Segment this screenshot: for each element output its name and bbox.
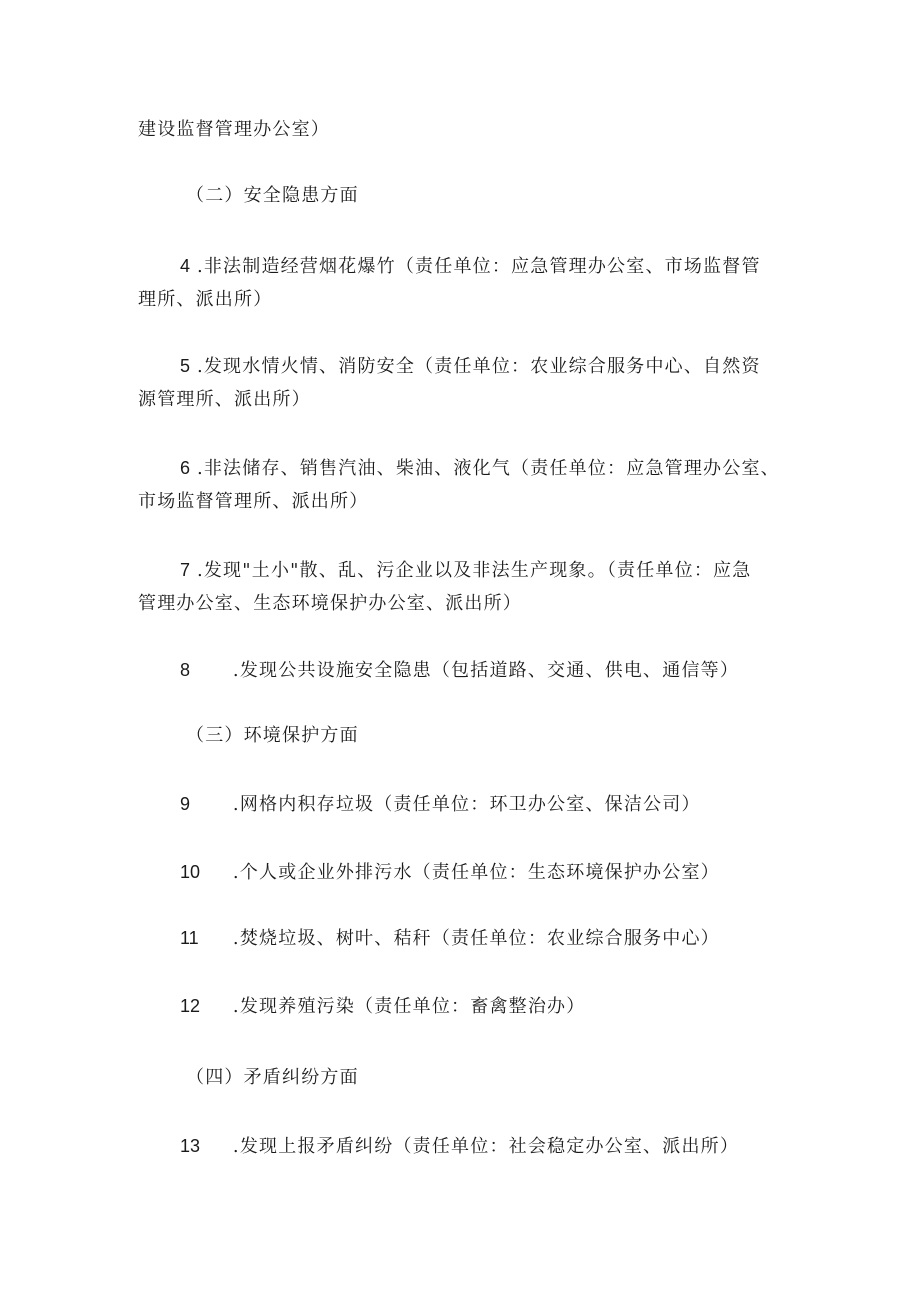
list-item-7 [180,558,751,583]
item-text: .发现"土小"散、乱、污企业以及非法生产现象。（责任单位：应急 [196,560,752,581]
item-text: .个人或企业外排污水（责任单位：生态环境保护办公室） [232,862,720,883]
item-number: 10 [180,862,201,882]
item-number: 7 [180,560,191,580]
list-item-5 [180,354,761,379]
list-item-10 [180,860,720,885]
continuation-text: 建设监督管理办公室） [138,119,330,140]
item-text: .发现公共设施安全隐患（包括道路、交通、供电、通信等） [232,660,740,681]
section-heading-environment: （三）环境保护方面 [186,725,359,746]
item-text: .非法储存、销售汽油、柴油、液化气（责任单位：应急管理办公室、 [196,458,780,479]
item-text: .发现水情火情、消防安全（责任单位：农业综合服务中心、自然资 [196,356,761,377]
item-number: 13 [180,1136,201,1156]
list-item-12 [180,994,585,1019]
list-item-4 [180,254,761,279]
item-text: .网格内积存垃圾（责任单位：环卫办公室、保洁公司） [232,794,701,815]
section-heading-safety: （二）安全隐患方面 [186,185,359,206]
list-item-13 [180,1134,739,1159]
item-number: 11 [180,928,199,948]
section-heading-disputes: （四）矛盾纠纷方面 [186,1067,359,1088]
item-number: 6 [180,458,191,478]
list-item-5-continuation: 源管理所、派出所） [138,389,311,410]
list-item-6 [180,456,780,481]
list-item-9 [180,792,701,817]
list-item-4-continuation: 理所、派出所） [138,289,273,310]
item-text: .发现养殖污染（责任单位：畜禽整治办） [232,996,586,1017]
item-text: .非法制造经营烟花爆竹（责任单位：应急管理办公室、市场监督管 [196,256,761,277]
item-text: .发现上报矛盾纠纷（责任单位：社会稳定办公室、派出所） [232,1136,740,1157]
item-number: 8 [180,660,191,680]
item-number: 9 [180,794,191,814]
item-number: 5 [180,356,191,376]
item-number: 12 [180,996,201,1016]
list-item-7-continuation: 管理办公室、生态环境保护办公室、派出所） [138,593,522,614]
item-text: .焚烧垃圾、树叶、秸秆（责任单位：农业综合服务中心） [232,928,720,949]
item-number: 4 [180,256,191,276]
list-item-6-continuation: 市场监督管理所、派出所） [138,491,369,512]
list-item-8 [180,658,739,683]
list-item-11 [180,926,720,951]
